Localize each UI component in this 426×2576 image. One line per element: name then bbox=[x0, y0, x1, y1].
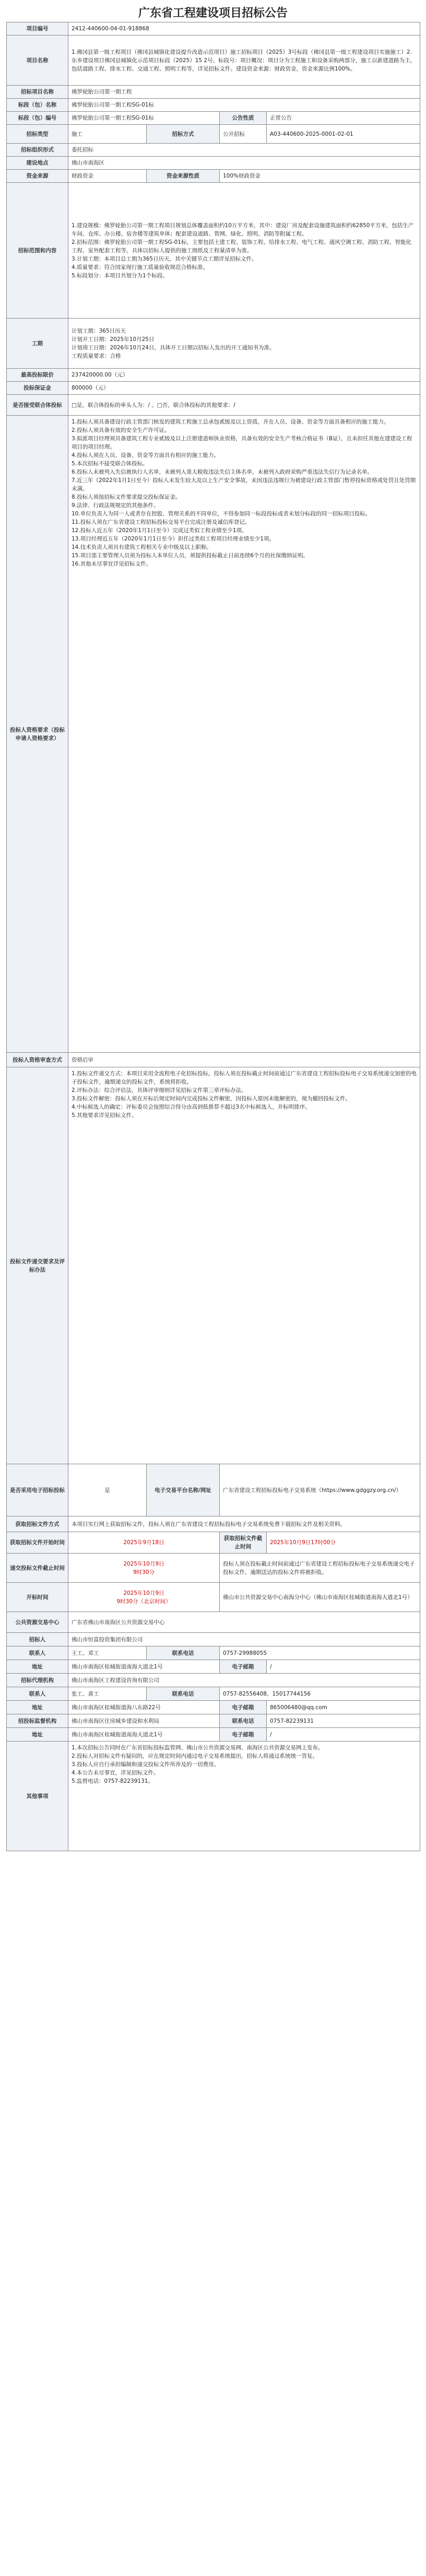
label-a-phone: 联系电话 bbox=[147, 1687, 220, 1701]
s-address: 佛山市南海区桂城街道南海大道北1号 bbox=[68, 1728, 220, 1742]
duration: 计划工期：365日历天 计划开工日期：2025年10月25日 计划竣工日期：2026年10月24日，具体开工日期以招标人发出的开工通知书为准。 工程质量要求：合格 bbox=[68, 319, 420, 369]
label-scope: 招标范围和内容 bbox=[7, 183, 68, 319]
t-contact-name: 王工、邓工 bbox=[68, 1646, 147, 1660]
a-email: 865006480@qq.com bbox=[267, 1701, 420, 1714]
label-location: 建设地点 bbox=[7, 157, 68, 170]
label-max-price: 最高投标限价 bbox=[7, 369, 68, 382]
location: 佛山市南海区 bbox=[68, 157, 420, 170]
s-email: / bbox=[267, 1728, 420, 1742]
label-purchase-method: 获取招标文件方式 bbox=[7, 1516, 68, 1532]
a-address: 佛山市南海区桂城街道海八东路22号 bbox=[68, 1701, 220, 1714]
label-a-address: 地址 bbox=[7, 1701, 68, 1714]
label-supervisor: 招投标监督机构 bbox=[7, 1714, 68, 1728]
label-review-method: 投标人资格审查方式 bbox=[7, 1053, 68, 1067]
bid-name: 佛罗轮胎公司第一期工程 bbox=[68, 86, 420, 99]
public-res: 广东省佛山市南海区公共资源交易中心 bbox=[68, 1612, 420, 1633]
deadline: 2025年10月9日 9时30分 bbox=[68, 1554, 220, 1583]
others: 1.本次招标公告同时在广东省招标投标监管网、佛山市公共资源交易网、南海区公共资源交易网上发布。 2.投标人对招标文件有疑问的，应在规定时间内通过电子交易系统提出，招标人将通过系统统一答复。 3.投标人应自行承担编制和递交投标文件所涉及的一切费用。 4.本公告未尽事宜，详见招标文件。 5.监督电话：0757-82239131。 bbox=[68, 1742, 420, 1851]
open-time: 2025年10月9日 9时30分（北京时间） bbox=[68, 1583, 220, 1612]
label-joint-bid: 是否接受联合体投标 bbox=[7, 395, 68, 416]
label-platform: 电子交易平台名称/网址 bbox=[147, 1464, 220, 1516]
doc-start: 2025年9月18日 bbox=[68, 1532, 220, 1554]
evaluation: 1.投标文件递交方式：本项目采用全流程电子化招标投标，投标人须在投标截止时间前通过广东省建设工程招标投标电子交易系统递交加密的电子投标文件，逾期递交的投标文件，系统将拒收。 2.评标办法：综合评估法，具体评审细则详见招标文件第三章评标办法。 3.投标文件解密：投标人须在开标后规定时间内完成投标文件解密，因投标人原因未能解密的，视为撤回投标文件。 4.中标候选人的确定：评标委员会按照综合得分由高到低推荐不超过3名中标候选人，并标明排序。 5.其他要求详见招标文件。 bbox=[68, 1067, 420, 1464]
label-s-email: 电子邮箱 bbox=[220, 1728, 267, 1742]
label-tender-agent: 招标人 bbox=[7, 1633, 68, 1646]
funding-source: 财政资金 bbox=[68, 170, 147, 183]
label-section-name: 标段（包）名称 bbox=[7, 99, 68, 112]
t-phone: 0757-29988055 bbox=[220, 1646, 420, 1660]
scope: 1.建设规模：佛罗轮胎公司第一期工程项目规划总体覆盖面积约10万平方米，其中：建设厂房及配套设施建筑面积约62850平方米，包括生产车间、仓库、办公楼、宿舍楼等建筑单体；配套建设道路、管网、绿化、照明、消防等附属工程。 2.招标范围：佛罗轮胎公司第一期工程SG-01标，主要包括土建工程、装饰工程、给排水工程、电气工程、通风空调工程、消防工程、智能化工程、室外配套工程等，具体以招标人提供的施工图纸及工程量清单为准。 3.计划工期：本项目总工期为365日历天，其中关键节点工期详见招标文件。 4.质量要求：符合国家现行施工质量验收规范合格标准。 5.标段划分：本项目共划分为1个标段。 bbox=[68, 183, 420, 319]
deadline-place: 投标人须在投标截止时间前通过广东省建设工程招标投标电子交易系统递交电子投标文件，逾期送达的投标文件将被拒收。 bbox=[220, 1554, 420, 1583]
label-t-email: 电子邮箱 bbox=[220, 1660, 267, 1674]
label-public-res: 公共资源交易中心 bbox=[7, 1612, 68, 1633]
a-phone: 0757-82556408、15017744156 bbox=[220, 1687, 420, 1701]
label-open-time: 开标时间 bbox=[7, 1583, 68, 1612]
label-agent: 招标代理机构 bbox=[7, 1674, 68, 1687]
label-doc-start: 获取招标文件开始时间 bbox=[7, 1532, 68, 1554]
label-a-email: 电子邮箱 bbox=[220, 1701, 267, 1714]
label-evaluation: 投标文件递交要求及评标办法 bbox=[7, 1067, 68, 1464]
label-bid-name: 招标项目名称 bbox=[7, 86, 68, 99]
a-contact-name: 张工、黄工 bbox=[68, 1687, 147, 1701]
label-deadline: 递交投标文件截止时间 bbox=[7, 1554, 68, 1583]
label-project-code: 项目编号 bbox=[7, 22, 68, 36]
label-funding-type: 资金来源性质 bbox=[147, 170, 220, 183]
s-phone: 0757-82239131 bbox=[267, 1714, 420, 1728]
label-t-phone: 联系电话 bbox=[147, 1646, 220, 1660]
announce-type: 正常公告 bbox=[267, 112, 420, 125]
org-form: 委托招标 bbox=[68, 144, 420, 157]
label-tender-method: 招标方式 bbox=[147, 125, 220, 144]
doc-end: 2025年10月9日17时00分 bbox=[267, 1532, 420, 1554]
label-duration: 工期 bbox=[7, 319, 68, 369]
tender-method: 公开招标 bbox=[220, 125, 267, 144]
label-t-contact: 联系人 bbox=[7, 1646, 68, 1660]
label-a-contact: 联系人 bbox=[7, 1687, 68, 1701]
bidder-req: 1.投标人须具备建设行政主管部门核发的建筑工程施工总承包贰级及以上资质，并在人员、设备、资金等方面具备相应的施工能力。 2.投标人须具备有效的安全生产许可证。 3.拟派项目经理须具备建筑工程专业贰级及以上注册建造师执业资格，具备有效的安全生产考核合格证书（B证），且未担任其他在建建设工程项目的项目经理。 4.投标人须在人员、设备、资金等方面具有相应的施工能力。 5.本次招标不接受联合体投标。 6.投标人未被列入失信被执行人名单，未被列入重大税收违法失信主体名单，未被列入政府采购严重违法失信行为记录名单。 7.近三年（2022年1月1日至今）投标人未发生较大及以上生产安全事故，未因违法违规行为被建设行政主管部门暂停投标资格或处罚且处罚期未满。 8.投标人须按招标文件要求提交投标保证金。 9.法律、行政法规规定的其他条件。 10.单位负责人为同一人或者存在控股、管理关系的不同单位，不得参加同一标段投标或者未划分标段的同一招标项目投标。 11.投标人须在广东省建设工程招标投标交易平台完成注册及诚信库登记。 12.投标人近五年（2020年1月1日至今）完成过类似工程业绩至少1项。 13.项目经理近五年（2020年1月1日至今）担任过类似工程项目经理业绩至少1项。 14.技术负责人须具有建筑工程相关专业中级及以上职称。 15.项目部主要管理人员须为投标人本单位人员，须提供投标截止日前连续6个月的社保缴纳证明。 16.其他未尽事宜详见招标文件。 bbox=[68, 416, 420, 1053]
platform: 广东省建设工程招标投标电子交易系统（https://www.gdggzy.org.cn/） bbox=[220, 1464, 420, 1516]
bid-type: 施工 bbox=[68, 125, 147, 144]
label-funding-source: 资金来源 bbox=[7, 170, 68, 183]
label-bid-bond: 投标保证金 bbox=[7, 382, 68, 395]
project-code: 2412-440600-04-01-918868 bbox=[68, 22, 420, 36]
supervisor: 佛山市南海区住房城乡建设和水利局 bbox=[68, 1714, 220, 1728]
label-s-address: 地址 bbox=[7, 1728, 68, 1742]
t-email: / bbox=[267, 1660, 420, 1674]
announcement-table bbox=[6, 22, 420, 1851]
label-electronic: 是否采用电子招标投标 bbox=[7, 1464, 68, 1516]
electronic: 是 bbox=[68, 1464, 147, 1516]
open-place: 佛山市公共资源交易中心南海分中心（佛山市南海区桂城街道南海大道北1号） bbox=[220, 1583, 420, 1612]
funding-ratio: 100%财政资金 bbox=[220, 170, 420, 183]
max-price: 237420000.00（元） bbox=[68, 369, 420, 382]
agent: 佛山市南海区工程建设咨询有限公司 bbox=[68, 1674, 420, 1687]
label-section-code: 标段（包）编号 bbox=[7, 112, 68, 125]
label-s-phone: 联系电话 bbox=[220, 1714, 267, 1728]
label-others: 其他事项 bbox=[7, 1742, 68, 1851]
section-code: 佛罗轮胎公司第一期工程SG-01标 bbox=[68, 112, 220, 125]
label-org-form: 招标组织形式 bbox=[7, 144, 68, 157]
joint-detail: □是，联合体投标的牵头人为：/ 。□否，联合体投标的其他要求：/ bbox=[68, 395, 420, 416]
tender-agent: 佛山市恒富投资集团有限公司 bbox=[68, 1633, 420, 1646]
label-bidder-req: 投标人资格要求（投标申请人资格要求） bbox=[7, 416, 68, 1053]
bid-bond: 800000（元） bbox=[68, 382, 420, 395]
t-address: 佛山市南海区桂城街道南海大道北1号 bbox=[68, 1660, 220, 1674]
label-t-address: 地址 bbox=[7, 1660, 68, 1674]
section-name: 佛罗轮胎公司第一期工程SG-01标 bbox=[68, 99, 420, 112]
page-title: 广东省工程建设项目招标公告 bbox=[138, 7, 288, 20]
project-name: 1.佛冈县第一级工程项目（佛冈县城镇化建设提升改造示范项目）施工招标项目（2025）3号标段（佛冈县第一级工程建设项目实施施工）2.东乡建设项目佛冈县城镇化示范项目标段（2025）15 2号，标段号：项目概况：项目分为工程施工和设备采购两部分，施工以新建道路为主，包括道路工程、排水工程、交通工程、照明工程等，详见招标文件。建设资金来源：财政资金，资金来源比例100%。 bbox=[68, 36, 420, 86]
label-bid-type: 招标类型 bbox=[7, 125, 68, 144]
label-announce-type: 公告性质 bbox=[220, 112, 267, 125]
label-project-name: 项目名称 bbox=[7, 36, 68, 86]
purchase-method: 本项目实行网上获取招标文件，投标人须在广东省建设工程招标投标电子交易系统免费下载招标文件及相关资料。 bbox=[68, 1516, 420, 1532]
org-code: A03-440600-2025-0001-02-01 bbox=[267, 125, 420, 144]
label-doc-end: 获取招标文件截止时间 bbox=[220, 1532, 267, 1554]
review-method: 资格后审 bbox=[68, 1053, 420, 1067]
